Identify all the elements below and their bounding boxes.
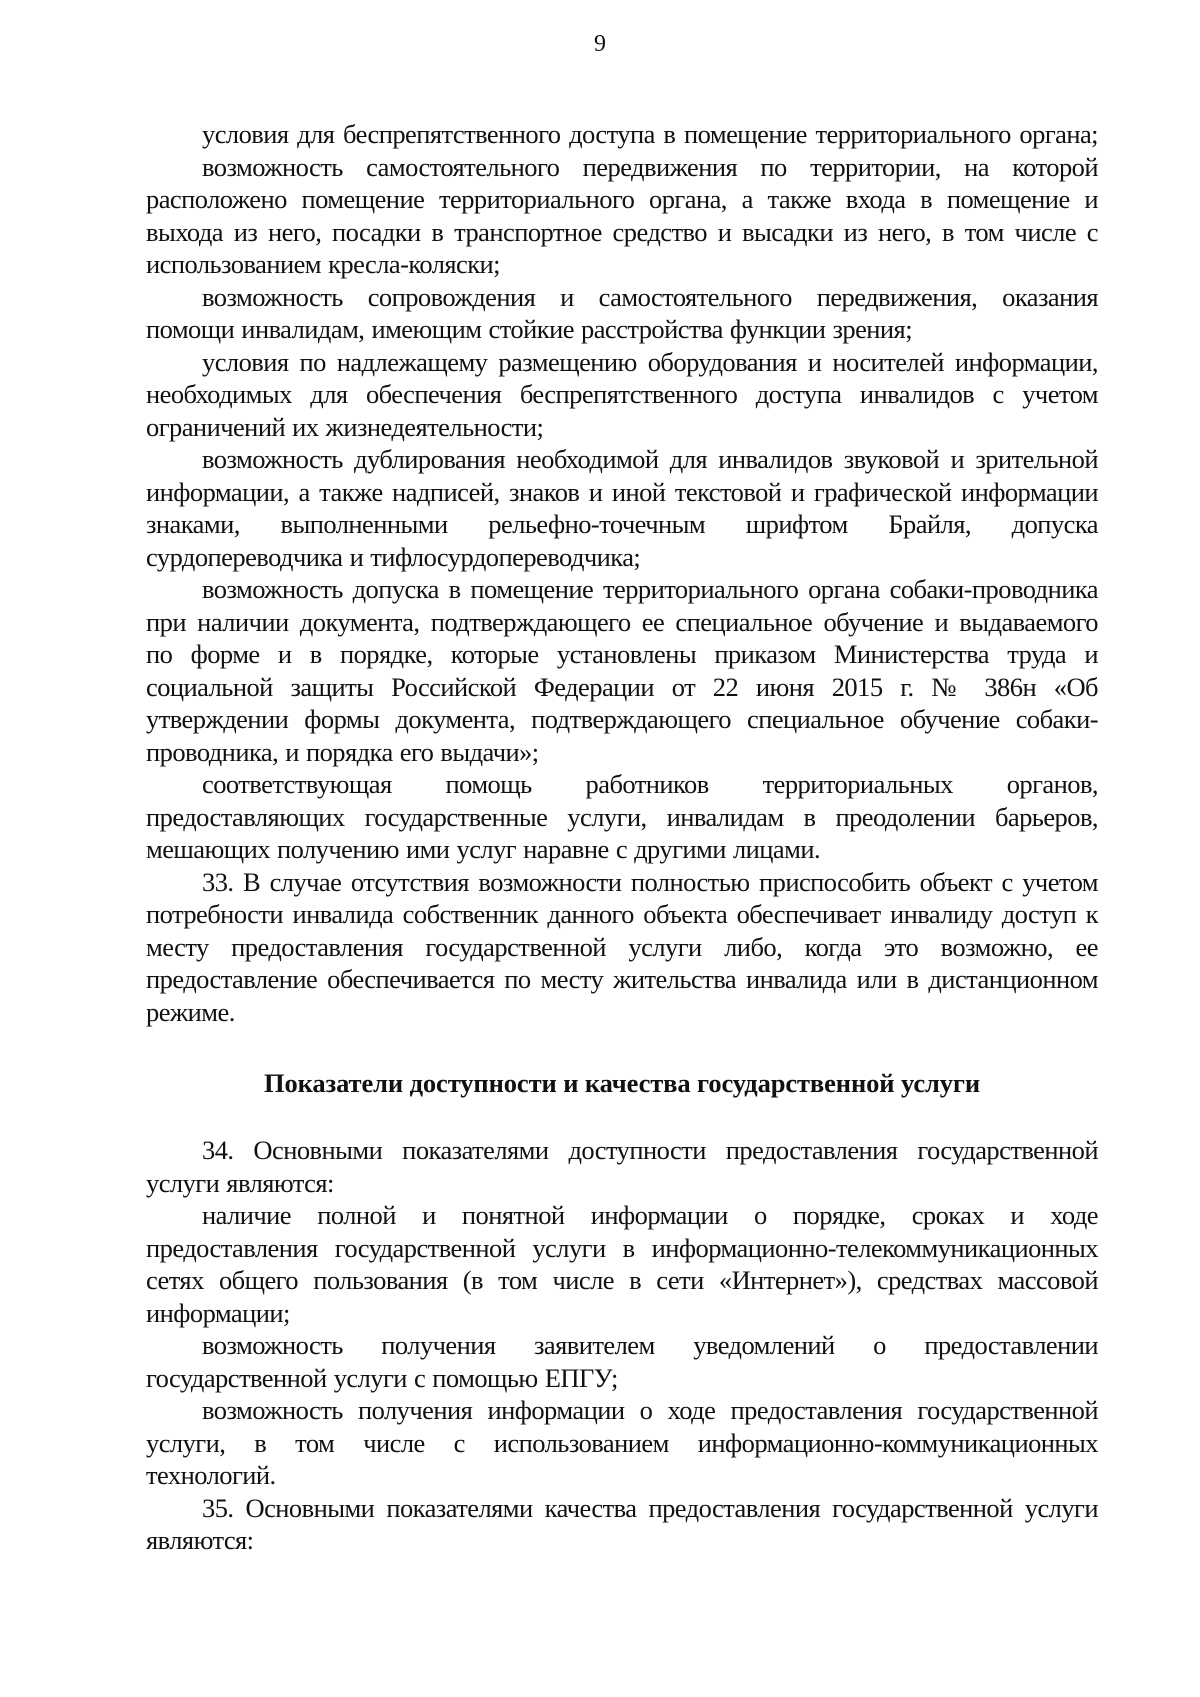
paragraph-accompaniment: возможность сопровождения и самостоятельного передвижения, оказания помощи инвалидам, имеющим стойкие расстройства функции зрения; <box>146 281 1098 344</box>
paragraph-34: 34. Основными показателями доступности предоставления государственной услуги являются: <box>146 1135 1098 1198</box>
paragraph-full-information: наличие полной и понятной информации о порядке, сроках и ходе предоставления государственной услуги в информационно-телекоммуникационных сетях общего пользования (в том числе в сети «Интернет»), средствах массовой информации; <box>146 1200 1098 1328</box>
paragraph-progress-information: возможность получения информации о ходе предоставления государственной услуги, в том числе с использованием информационно-коммуникационных технологий. <box>146 1395 1098 1490</box>
paragraph-staff-assistance: соответствующая помощь работников территориальных органов, предоставляющих государственные услуги, инвалидам в преодолении барьеров, мешающих получению ими услуг наравне с другими лицами. <box>146 769 1098 864</box>
paragraph-information-duplication: возможность дублирования необходимой для инвалидов звуковой и зрительной информации, а также надписей, знаков и иной текстовой и графической информации знаками, выполненными рельефно-точечным шрифтом Брайля, допуска сурдопереводчика и тифлосурдопереводчика; <box>146 444 1098 572</box>
paragraph-notifications: возможность получения заявителем уведомлений о предоставлении государственной услуги с помощью ЕПГУ; <box>146 1330 1098 1393</box>
document-body <box>146 118 1098 1557</box>
paragraph-35: 35. Основными показателями качества предоставления государственной услуги являются: <box>146 1492 1098 1555</box>
paragraph-independent-movement: возможность самостоятельного передвижения по территории, на которой расположено помещение территориального органа, а также входа в помещение и выхода из него, посадки в транспортное средство и высадки из него, в том числе с использованием кресла-коляски; <box>146 151 1098 279</box>
paragraph-33: 33. В случае отсутствия возможности полностью приспособить объект с учетом потребности инвалида собственник данного объекта обеспечивает инвалиду доступ к месту предоставления государственной услуги либо, когда это возможно, ее предоставление обеспечивается по месту жительства инвалида или в дистанционном режиме. <box>146 866 1098 1027</box>
section-heading: Показатели доступности и качества государственной услуги <box>263 1068 981 1098</box>
paragraph-equipment-placement: условия по надлежащему размещению оборудования и носителей информации, необходимых для обеспечения беспрепятственного доступа инвалидов с учетом ограничений их жизнедеятельности; <box>146 346 1098 442</box>
paragraph-guide-dog: возможность допуска в помещение территориального органа собаки-проводника при наличии документа, подтверждающего ее специальное обучение и выдаваемого по форме и в порядке, которые установлены приказом Министерства труда и социальной защиты Российской Федерации от 22 июня 2015 г. № 386н «Об утверждении формы документа, подтверждающего специальное обучение собаки-проводника, и порядка его выдачи»; <box>146 574 1098 767</box>
page-number: 9 <box>594 31 606 57</box>
paragraph-access-conditions: условия для беспрепятственного доступа в помещение территориального органа; <box>202 119 1098 149</box>
